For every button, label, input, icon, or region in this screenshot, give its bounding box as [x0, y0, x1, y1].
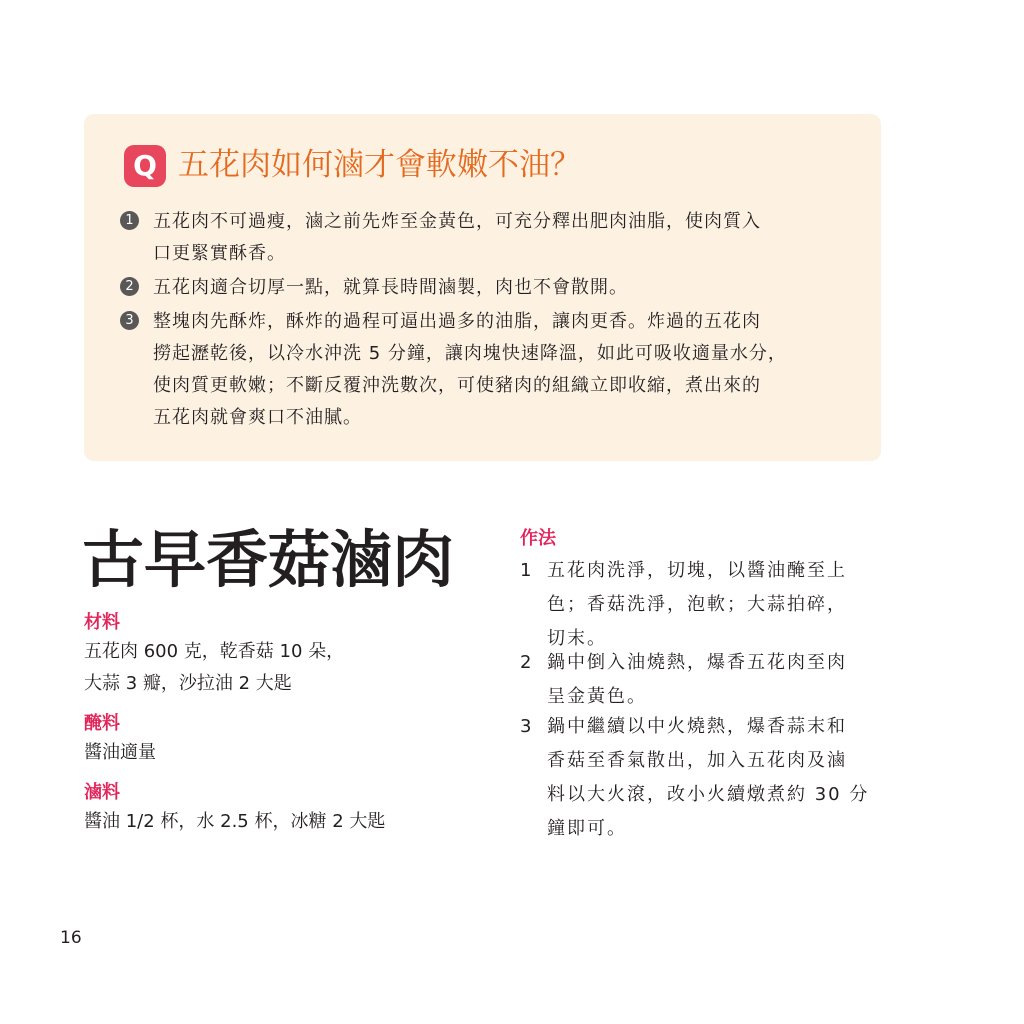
- method-heading: 作法: [520, 528, 556, 549]
- step-line: 切末。: [547, 628, 607, 649]
- marinade-list: [84, 737, 156, 769]
- tip-number: 2: [120, 277, 139, 296]
- ingredient-line: 五花肉 600 克，乾香菇 10 朵，: [84, 641, 345, 662]
- method-step: [520, 646, 900, 714]
- step-text: [547, 554, 900, 656]
- braise-heading: 滷料: [84, 782, 120, 803]
- step-text: [547, 710, 900, 846]
- tip-line: 撈起瀝乾後，以冷水沖洗 5 分鐘，讓肉塊快速降溫，如此可吸收適量水分，: [153, 343, 787, 364]
- tip-item: [120, 206, 850, 270]
- step-line: 五花肉洗淨，切塊，以醬油醃至上: [547, 560, 847, 581]
- step-line: 色；香菇洗淨，泡軟；大蒜拍碎，: [547, 594, 847, 615]
- tip-line: 使肉質更軟嫩；不斷反覆沖洗數次，可使豬肉的組織立即收縮，煮出來的: [153, 375, 761, 396]
- braise-line: 醬油 1/2 杯，水 2.5 杯，冰糖 2 大匙: [84, 811, 386, 832]
- step-line: 鍋中繼續以中火燒熱，爆香蒜末和: [547, 716, 847, 737]
- braise-list: [84, 806, 385, 838]
- tip-line: 五花肉適合切厚一點，就算長時間滷製，肉也不會散開。: [153, 277, 628, 298]
- recipe-title: 古早香菇滷肉: [82, 523, 455, 596]
- tip-text: [153, 206, 850, 270]
- step-line: 鐘即可。: [547, 818, 627, 839]
- step-number: 3: [520, 716, 532, 737]
- tip-line: 口更緊實酥香。: [153, 243, 286, 264]
- tip-line: 五花肉就會爽口不油膩。: [153, 407, 362, 428]
- q-badge: Q: [124, 145, 166, 187]
- marinade-line: 醬油適量: [84, 742, 156, 763]
- tip-number: 3: [120, 311, 139, 330]
- method-step: [520, 554, 900, 656]
- tip-item: [120, 272, 850, 304]
- step-text: [547, 646, 900, 714]
- tip-text: [153, 272, 850, 304]
- step-line: 料以大火滾，改小火續燉煮約 30 分: [547, 784, 870, 805]
- tip-line: 整塊肉先酥炸，酥炸的過程可逼出過多的油脂，讓肉更香。炸過的五花肉: [153, 311, 761, 332]
- ingredients-list: [84, 636, 344, 700]
- step-number: 1: [520, 560, 532, 581]
- step-line: 香菇至香氣散出，加入五花肉及滷: [547, 750, 847, 771]
- tip-number: 1: [120, 211, 139, 230]
- step-line: 鍋中倒入油燒熱，爆香五花肉至肉: [547, 652, 847, 673]
- step-number: 2: [520, 652, 532, 673]
- method-step: [520, 710, 900, 846]
- ingredient-line: 大蒜 3 瓣，沙拉油 2 大匙: [84, 673, 292, 694]
- step-line: 呈金黃色。: [547, 686, 647, 707]
- tip-text: [153, 306, 850, 434]
- ingredients-heading: 材料: [84, 612, 120, 633]
- page-number: 16: [60, 928, 82, 948]
- tip-line: 五花肉不可過瘦，滷之前先炸至金黃色，可充分釋出肥肉油脂，使肉質入: [153, 211, 761, 232]
- qa-title: 五花肉如何滷才會軟嫩不油？: [178, 147, 581, 183]
- tip-item: [120, 306, 850, 434]
- marinade-heading: 醃料: [84, 713, 120, 734]
